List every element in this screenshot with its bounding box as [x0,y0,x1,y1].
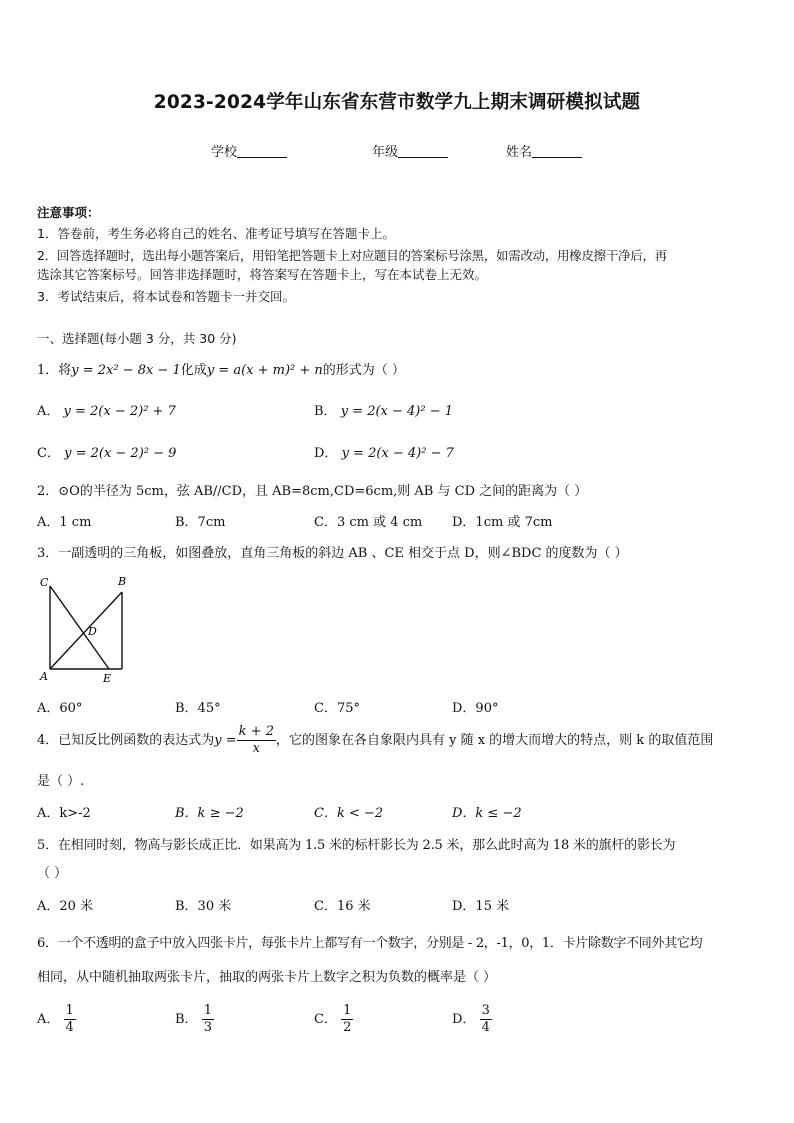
q5-option-c[interactable]: C．16 米 [314,899,371,914]
label-e: E [103,672,112,684]
q6-option-d[interactable]: D． $\frac{3}{4}$ [452,1003,490,1035]
notice-item-2b: 选涂其它答案标号。回答非选择题时，将答案写在答题卡上，写在本试卷上无效。 [37,267,488,282]
name-blank[interactable] [532,144,582,158]
question-4 [37,723,713,759]
q4-fraction: $\frac{k + 2}{x}$ [238,724,274,756]
grade-field [372,141,448,160]
q1-expr-2: y = a(x + m)² + n [206,363,323,378]
label-d: D [88,625,97,638]
name-field [506,141,582,160]
grade-blank[interactable] [398,144,448,158]
school-label: 学校 [211,145,238,160]
q5-option-d[interactable]: D．15 米 [452,899,510,914]
q3-option-c[interactable]: C．75° [314,701,360,716]
q5-option-a[interactable]: A．20 米 [37,899,94,914]
notice-item-3: 3．考试结束后，将本试卷和答题卡一并交回。 [37,289,295,304]
section-heading: 一、选择题(每小题 3 分，共 30 分) [37,331,237,346]
triangle-figure [36,572,136,684]
question-5: 5．在相同时刻，物高与影长成正比．如果高为 1.5 米的标杆影长为 2.5 米，那么此时高为 18 米的旗杆的影长为 [37,838,676,853]
q4-pre: 4．已知反比例函数的表达式为 [37,733,215,748]
q6-option-c[interactable]: C． $\frac{1}{2}$ [314,1003,352,1035]
q6-option-a[interactable]: A． $\frac{1}{4}$ [37,1003,74,1035]
q4-post: ，它的图象在各自象限内具有 y 随 x 的增大而增大的特点，则 k 的取值范围 [275,733,714,748]
q3-option-b[interactable]: B．45° [175,701,221,716]
q4-option-c[interactable]: C．k < −2 [314,806,384,821]
notice-heading: 注意事项： [37,205,100,220]
q5-option-b[interactable]: B．30 米 [175,899,232,914]
question-5-line2: （ ） [37,866,68,881]
q1-option-b[interactable]: B． y = 2(x − 4)² − 1 [314,404,454,419]
question-6: 6．一个不透明的盒子中放入四张卡片，每张卡片上都写有一个数字，分别是 - 2，-1，0，1．卡片除数字不同外其它均 [37,936,703,951]
question-6-line2: 相同，从中随机抽取两张卡片，抽取的两张卡片上数字之积为负数的概率是（ ） [37,970,497,985]
q1-number: 1．将 [37,363,72,378]
notice-item-2a: 2．回答选择题时，选出每小题答案后，用铅笔把答题卡上对应题目的答案标号涂黑，如需改动，用橡皮擦干净后，再 [37,248,667,263]
q1-option-c[interactable]: C． y = 2(x − 2)² − 9 [37,446,177,461]
label-a: A [40,670,48,683]
q3-option-a[interactable]: A．60° [37,701,83,716]
question-2: 2．⊙O的半径为 5cm，弦 AB//CD，且 AB=8cm,CD=6cm,则 AB 与 CD 之间的距离为（ ） [37,484,588,499]
q2-option-c[interactable]: C．3 cm 或 4 cm [314,515,423,530]
label-b: B [118,575,127,588]
segment-ab [50,592,122,669]
question-3: 3．一副透明的三角板，如图叠放，直角三角板的斜边 AB 、CE 相交于点 D，则∠BDC 的度数为（ ） [37,546,628,561]
question-4-line2: 是（ ）. [37,774,85,789]
label-c: C [40,576,49,589]
exam-title: 2023-2024学年山东省东营市数学九上期末调研模拟试题 [153,92,641,113]
school-field [211,141,287,160]
question-1 [37,359,405,378]
notice-item-1: 1．答卷前，考生务必将自己的姓名、准考证号填写在答题卡上。 [37,226,395,241]
q4-option-d[interactable]: D．k ≤ −2 [452,806,522,821]
q1-option-d[interactable]: D． y = 2(x − 4)² − 7 [314,446,454,461]
q4-option-b[interactable]: B．k ≥ −2 [175,806,244,821]
q2-option-b[interactable]: B．7cm [175,515,226,530]
name-label: 姓名 [506,145,533,160]
q1-option-a[interactable]: A． y = 2(x − 2)² + 7 [37,404,176,419]
q4-option-a[interactable]: A．k>-2 [37,806,91,821]
q6-option-b[interactable]: B． $\frac{1}{3}$ [175,1003,212,1035]
q1-mid: 化成 [180,363,207,378]
grade-label: 年级 [372,145,399,160]
q1-expr-1: y = 2x² − 8x − 1 [71,363,181,378]
q3-option-d[interactable]: D．90° [452,701,499,716]
q1-tail: 的形式为（ ） [322,363,405,378]
q2-option-a[interactable]: A．1 cm [37,515,92,530]
segment-ce [50,586,109,669]
school-blank[interactable] [237,144,287,158]
q4-y: y = [214,733,237,748]
q2-option-d[interactable]: D．1cm 或 7cm [452,515,553,530]
